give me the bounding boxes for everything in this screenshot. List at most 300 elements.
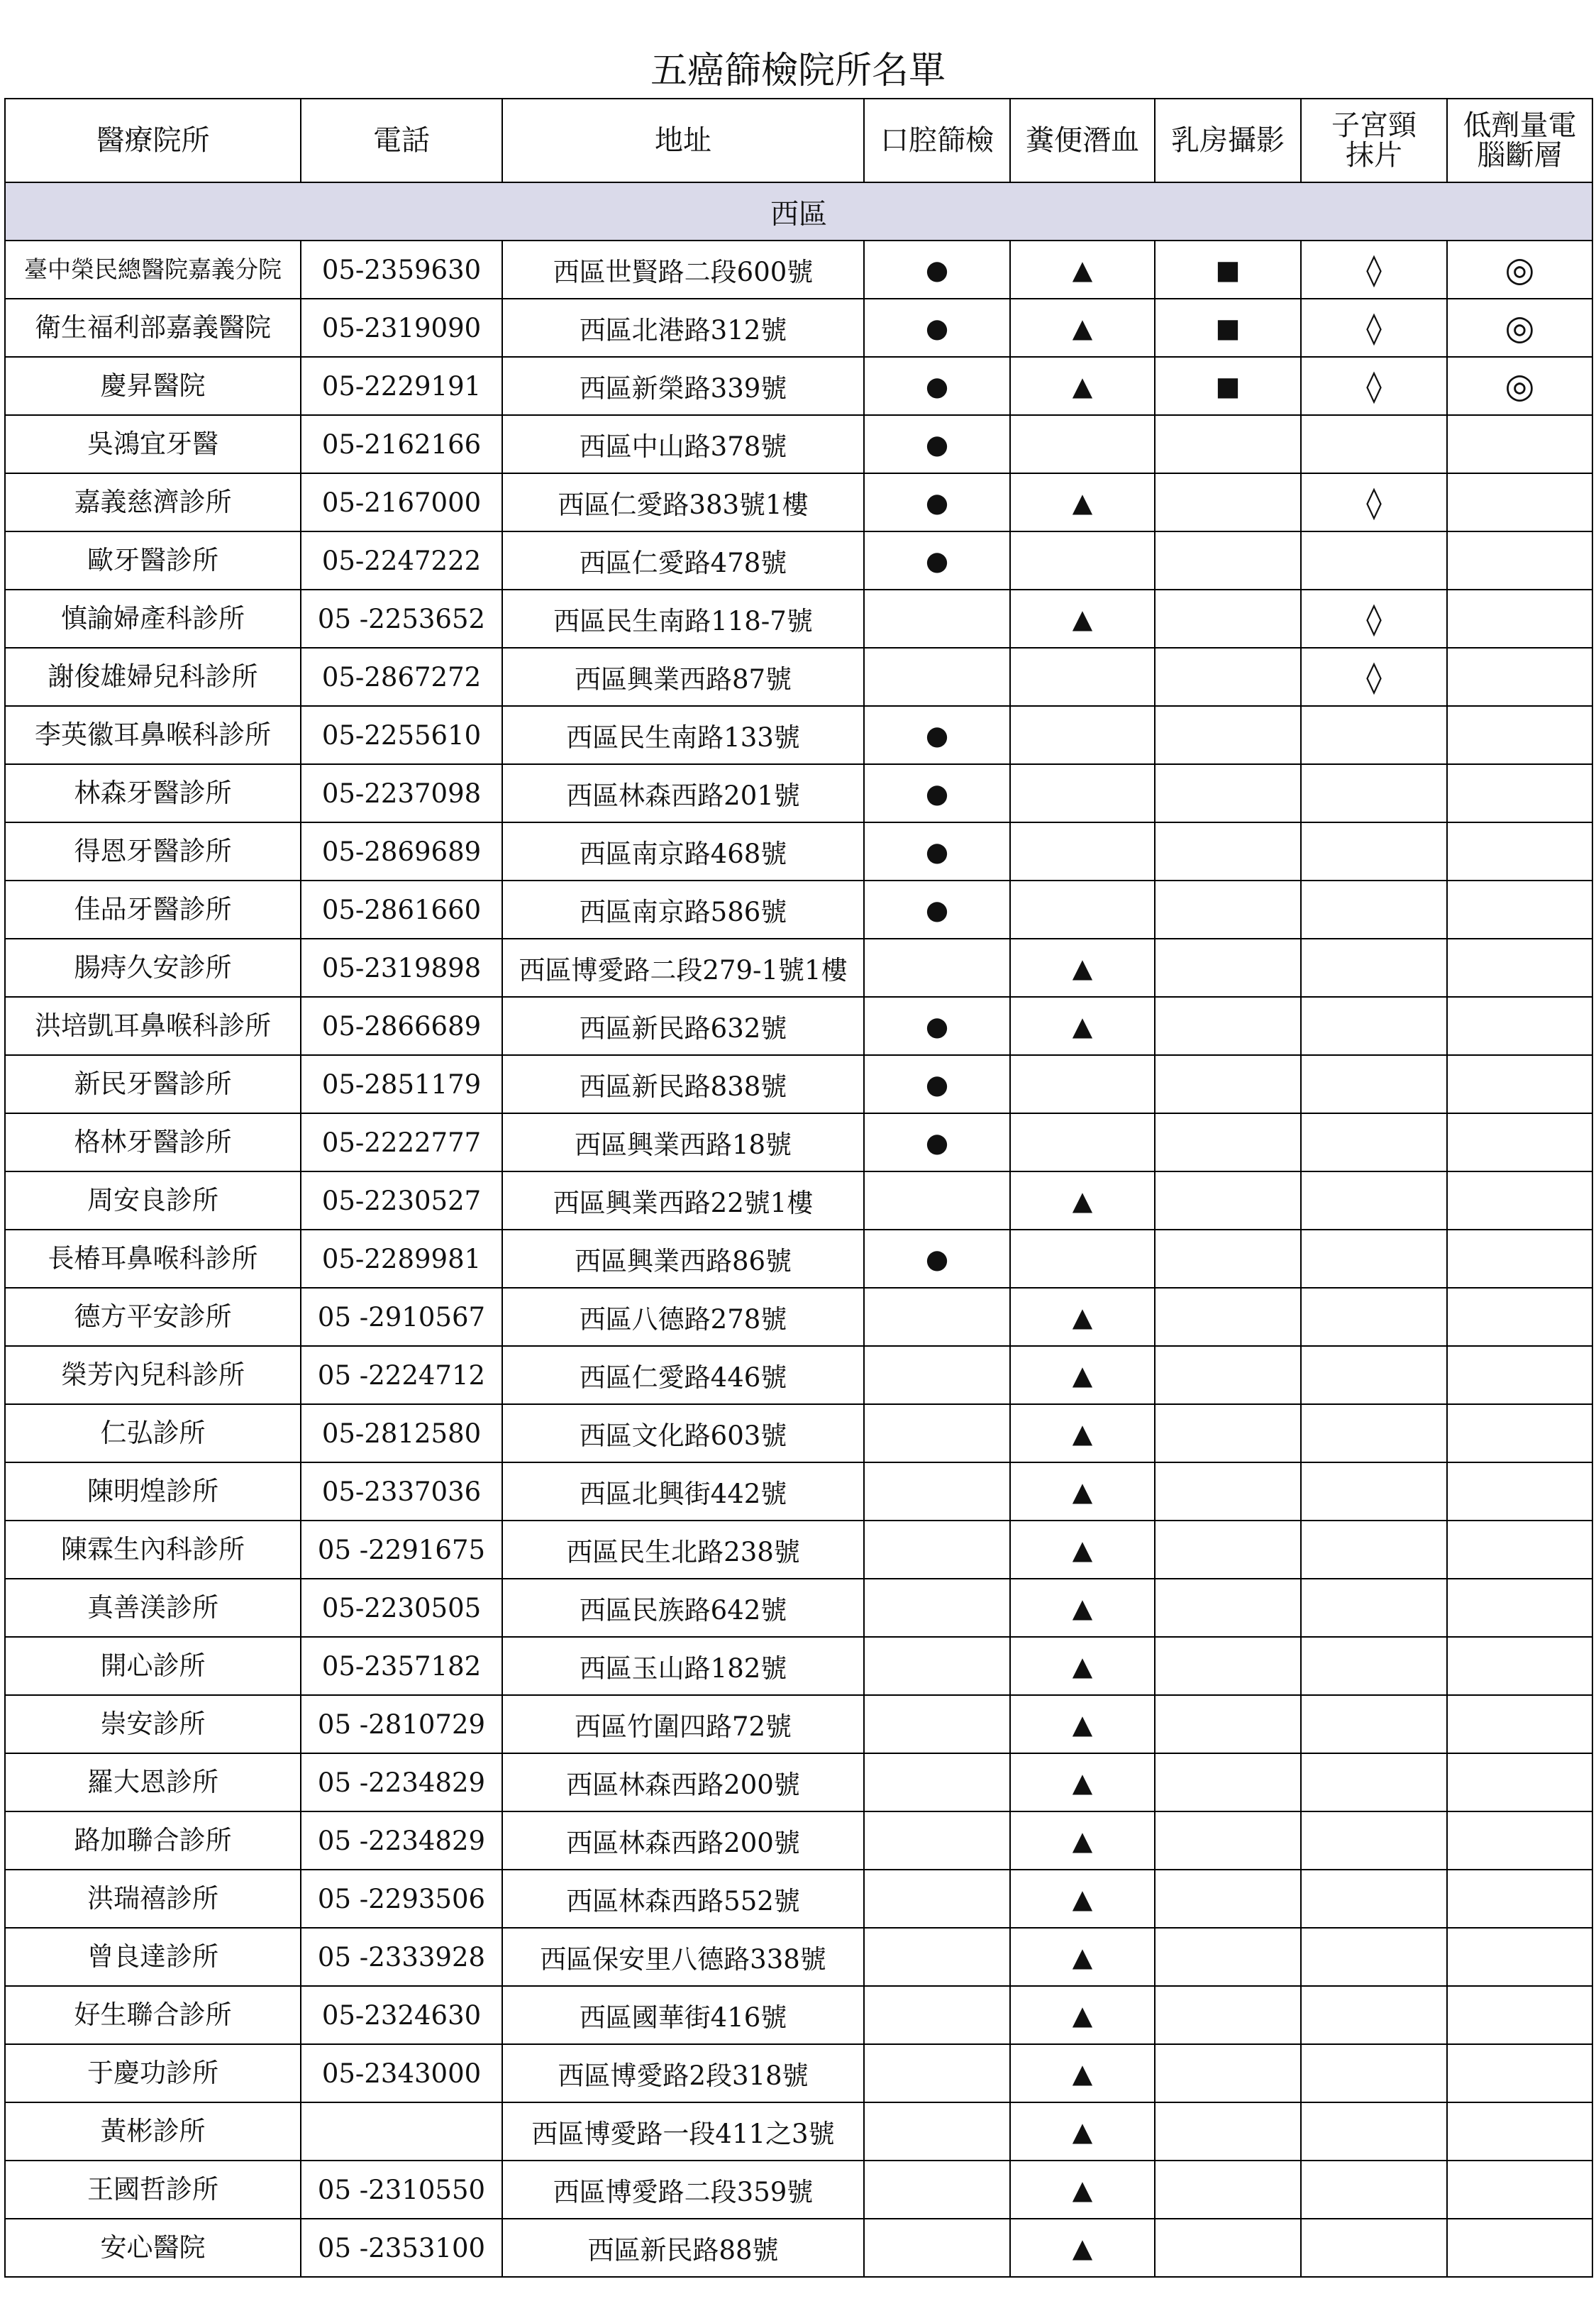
low-dose-ct-mark <box>1447 1171 1592 1230</box>
fecal-occult-blood-mark: ▲ <box>1010 1171 1155 1230</box>
table-row <box>5 764 1592 822</box>
address-cell: 西區林森西路201號 <box>502 764 864 822</box>
low-dose-ct-mark <box>1447 1113 1592 1171</box>
fecal-occult-blood-mark: ▲ <box>1010 1462 1155 1521</box>
phone-cell <box>301 2102 502 2161</box>
table-row <box>5 473 1592 531</box>
oral-screening-mark <box>864 1870 1010 1928</box>
address-cell: 西區新民路632號 <box>502 997 864 1055</box>
address-cell: 西區北興街442號 <box>502 1462 864 1521</box>
phone-cell: 05 -2333928 <box>301 1928 502 1986</box>
oral-screening-mark: ● <box>864 822 1010 881</box>
phone-cell: 05-2237098 <box>301 764 502 822</box>
oral-screening-mark: ● <box>864 299 1010 357</box>
cervical-smear-mark <box>1301 1753 1447 1811</box>
fecal-occult-blood-mark <box>1010 415 1155 473</box>
table-row <box>5 997 1592 1055</box>
address-cell: 西區興業西路18號 <box>502 1113 864 1171</box>
cervical-smear-mark: ◊ <box>1301 648 1447 706</box>
address-cell: 西區玉山路182號 <box>502 1637 864 1695</box>
phone-cell: 05 -2353100 <box>301 2219 502 2277</box>
fecal-occult-blood-mark <box>1010 764 1155 822</box>
col-header-cervical: 子宮頸 抹片 <box>1301 99 1447 182</box>
address-cell: 西區中山路378號 <box>502 415 864 473</box>
cervical-smear-mark <box>1301 1113 1447 1171</box>
mammography-mark <box>1155 764 1301 822</box>
address-cell: 西區南京路468號 <box>502 822 864 881</box>
table-row <box>5 531 1592 590</box>
table-row <box>5 939 1592 997</box>
mammography-mark <box>1155 1579 1301 1637</box>
low-dose-ct-mark <box>1447 1637 1592 1695</box>
table-row <box>5 1521 1592 1579</box>
low-dose-ct-mark: ◎ <box>1447 241 1592 299</box>
low-dose-ct-mark <box>1447 1462 1592 1521</box>
oral-screening-mark <box>864 1811 1010 1870</box>
address-cell: 西區新民路88號 <box>502 2219 864 2277</box>
oral-screening-mark: ● <box>864 415 1010 473</box>
clinic-name-cell: 曾良達診所 <box>5 1928 301 1986</box>
oral-screening-mark <box>864 1288 1010 1346</box>
low-dose-ct-mark <box>1447 1404 1592 1462</box>
cervical-smear-mark <box>1301 881 1447 939</box>
table-row <box>5 357 1592 415</box>
phone-cell: 05-2222777 <box>301 1113 502 1171</box>
fecal-occult-blood-mark <box>1010 1055 1155 1113</box>
phone-cell: 05-2319898 <box>301 939 502 997</box>
low-dose-ct-mark <box>1447 1521 1592 1579</box>
fecal-occult-blood-mark: ▲ <box>1010 1753 1155 1811</box>
address-cell: 西區博愛路2段318號 <box>502 2044 864 2102</box>
col-header-fecal: 糞便潛血 <box>1010 99 1155 182</box>
phone-cell: 05-2289981 <box>301 1230 502 1288</box>
phone-cell: 05-2869689 <box>301 822 502 881</box>
fecal-occult-blood-mark: ▲ <box>1010 1928 1155 1986</box>
mammography-mark <box>1155 1637 1301 1695</box>
mammography-mark <box>1155 2102 1301 2161</box>
mammography-mark <box>1155 1811 1301 1870</box>
cervical-smear-mark <box>1301 415 1447 473</box>
clinic-name-cell: 安心醫院 <box>5 2219 301 2277</box>
mammography-mark <box>1155 1695 1301 1753</box>
clinic-name-cell: 好生聯合診所 <box>5 1986 301 2044</box>
col-header-phone: 電話 <box>301 99 502 182</box>
oral-screening-mark: ● <box>864 764 1010 822</box>
mammography-mark <box>1155 1171 1301 1230</box>
fecal-occult-blood-mark: ▲ <box>1010 1986 1155 2044</box>
cervical-smear-mark <box>1301 1870 1447 1928</box>
address-cell: 西區八德路278號 <box>502 1288 864 1346</box>
col-header-clinic: 醫療院所 <box>5 99 301 182</box>
phone-cell: 05 -2234829 <box>301 1753 502 1811</box>
table-row <box>5 1113 1592 1171</box>
clinic-name-cell: 周安良診所 <box>5 1171 301 1230</box>
clinic-name-cell: 謝俊雄婦兒科診所 <box>5 648 301 706</box>
address-cell: 西區民生南路118-7號 <box>502 590 864 648</box>
cervical-smear-mark: ◊ <box>1301 241 1447 299</box>
address-cell: 西區林森西路200號 <box>502 1753 864 1811</box>
clinic-name-cell: 仁弘診所 <box>5 1404 301 1462</box>
low-dose-ct-mark <box>1447 2044 1592 2102</box>
fecal-occult-blood-mark: ▲ <box>1010 1404 1155 1462</box>
mammography-mark <box>1155 1113 1301 1171</box>
phone-cell: 05-2255610 <box>301 706 502 764</box>
table-row <box>5 881 1592 939</box>
phone-cell: 05-2230505 <box>301 1579 502 1637</box>
oral-screening-mark: ● <box>864 241 1010 299</box>
oral-screening-mark <box>864 939 1010 997</box>
clinic-name-cell: 新民牙醫診所 <box>5 1055 301 1113</box>
oral-screening-mark <box>864 1637 1010 1695</box>
cervical-smear-mark <box>1301 1986 1447 2044</box>
fecal-occult-blood-mark <box>1010 822 1155 881</box>
phone-cell: 05-2162166 <box>301 415 502 473</box>
phone-cell: 05-2319090 <box>301 299 502 357</box>
mammography-mark <box>1155 415 1301 473</box>
oral-screening-mark <box>864 2044 1010 2102</box>
col-header-ct: 低劑量電 腦斷層 <box>1447 99 1592 182</box>
clinic-name-cell: 洪瑞禧診所 <box>5 1870 301 1928</box>
table-row <box>5 241 1592 299</box>
table-row <box>5 1753 1592 1811</box>
low-dose-ct-mark <box>1447 1986 1592 2044</box>
fecal-occult-blood-mark: ▲ <box>1010 299 1155 357</box>
phone-cell: 05-2229191 <box>301 357 502 415</box>
clinic-name-cell: 王國哲診所 <box>5 2161 301 2219</box>
mammography-mark <box>1155 531 1301 590</box>
low-dose-ct-mark <box>1447 1928 1592 1986</box>
phone-cell: 05-2812580 <box>301 1404 502 1462</box>
mammography-mark <box>1155 2044 1301 2102</box>
cervical-smear-mark: ◊ <box>1301 357 1447 415</box>
fecal-occult-blood-mark <box>1010 531 1155 590</box>
clinic-name-cell: 陳霖生內科診所 <box>5 1521 301 1579</box>
phone-cell: 05-2861660 <box>301 881 502 939</box>
phone-cell: 05-2337036 <box>301 1462 502 1521</box>
address-cell: 西區仁愛路383號1樓 <box>502 473 864 531</box>
table-row <box>5 822 1592 881</box>
low-dose-ct-mark <box>1447 1811 1592 1870</box>
low-dose-ct-mark <box>1447 1346 1592 1404</box>
table-row <box>5 2219 1592 2277</box>
address-cell: 西區林森西路552號 <box>502 1870 864 1928</box>
col-header-breast: 乳房攝影 <box>1155 99 1301 182</box>
district-label: 西區 <box>5 182 1592 241</box>
fecal-occult-blood-mark: ▲ <box>1010 590 1155 648</box>
cervical-smear-mark <box>1301 2219 1447 2277</box>
phone-cell: 05-2324630 <box>301 1986 502 2044</box>
mammography-mark <box>1155 1404 1301 1462</box>
fecal-occult-blood-mark: ▲ <box>1010 1346 1155 1404</box>
clinic-name-cell: 慎諭婦產科診所 <box>5 590 301 648</box>
clinic-name-cell: 黃彬診所 <box>5 2102 301 2161</box>
mammography-mark <box>1155 1928 1301 1986</box>
cervical-smear-mark <box>1301 764 1447 822</box>
cervical-smear-mark <box>1301 1288 1447 1346</box>
oral-screening-mark <box>864 1521 1010 1579</box>
table-row <box>5 1637 1592 1695</box>
mammography-mark <box>1155 822 1301 881</box>
oral-screening-mark <box>864 2102 1010 2161</box>
mammography-mark: ■ <box>1155 357 1301 415</box>
table-row <box>5 2044 1592 2102</box>
table-row <box>5 299 1592 357</box>
oral-screening-mark: ● <box>864 357 1010 415</box>
cervical-smear-mark <box>1301 1579 1447 1637</box>
fecal-occult-blood-mark: ▲ <box>1010 1521 1155 1579</box>
cervical-smear-mark <box>1301 1171 1447 1230</box>
cervical-smear-mark <box>1301 1695 1447 1753</box>
fecal-occult-blood-mark: ▲ <box>1010 1579 1155 1637</box>
phone-cell: 05 -2224712 <box>301 1346 502 1404</box>
oral-screening-mark <box>864 2161 1010 2219</box>
address-cell: 西區民生南路133號 <box>502 706 864 764</box>
fecal-occult-blood-mark: ▲ <box>1010 1811 1155 1870</box>
mammography-mark <box>1155 1288 1301 1346</box>
low-dose-ct-mark <box>1447 473 1592 531</box>
address-cell: 西區興業西路87號 <box>502 648 864 706</box>
low-dose-ct-mark <box>1447 706 1592 764</box>
address-cell: 西區民生北路238號 <box>502 1521 864 1579</box>
address-cell: 西區博愛路二段279-1號1樓 <box>502 939 864 997</box>
mammography-mark <box>1155 939 1301 997</box>
clinic-name-cell: 格林牙醫診所 <box>5 1113 301 1171</box>
phone-cell: 05-2866689 <box>301 997 502 1055</box>
clinic-name-cell: 羅大恩診所 <box>5 1753 301 1811</box>
col-header-oral: 口腔篩檢 <box>864 99 1010 182</box>
clinic-name-cell: 長椿耳鼻喉科診所 <box>5 1230 301 1288</box>
address-cell: 西區興業西路86號 <box>502 1230 864 1288</box>
oral-screening-mark: ● <box>864 531 1010 590</box>
oral-screening-mark <box>864 648 1010 706</box>
table-row <box>5 1695 1592 1753</box>
address-cell: 西區竹圍四路72號 <box>502 1695 864 1753</box>
mammography-mark <box>1155 1230 1301 1288</box>
table-row <box>5 648 1592 706</box>
clinic-name-cell: 榮芳內兒科診所 <box>5 1346 301 1404</box>
low-dose-ct-mark <box>1447 997 1592 1055</box>
mammography-mark <box>1155 881 1301 939</box>
fecal-occult-blood-mark: ▲ <box>1010 1288 1155 1346</box>
address-cell: 西區新民路838號 <box>502 1055 864 1113</box>
cervical-smear-mark <box>1301 1055 1447 1113</box>
address-cell: 西區世賢路二段600號 <box>502 241 864 299</box>
oral-screening-mark <box>864 1462 1010 1521</box>
fecal-occult-blood-mark <box>1010 1230 1155 1288</box>
phone-cell: 05 -2910567 <box>301 1288 502 1346</box>
address-cell: 西區博愛路二段359號 <box>502 2161 864 2219</box>
oral-screening-mark <box>864 590 1010 648</box>
fecal-occult-blood-mark: ▲ <box>1010 2219 1155 2277</box>
fecal-occult-blood-mark: ▲ <box>1010 2102 1155 2161</box>
cervical-smear-mark <box>1301 1230 1447 1288</box>
cervical-smear-mark <box>1301 2102 1447 2161</box>
cervical-smear-mark <box>1301 1521 1447 1579</box>
clinic-name-cell: 嘉義慈濟診所 <box>5 473 301 531</box>
clinic-name-cell: 路加聯合診所 <box>5 1811 301 1870</box>
fecal-occult-blood-mark: ▲ <box>1010 939 1155 997</box>
fecal-occult-blood-mark: ▲ <box>1010 241 1155 299</box>
low-dose-ct-mark <box>1447 590 1592 648</box>
address-cell: 西區博愛路一段411之3號 <box>502 2102 864 2161</box>
cervical-smear-mark <box>1301 531 1447 590</box>
address-cell: 西區南京路586號 <box>502 881 864 939</box>
clinic-name-cell: 臺中榮民總醫院嘉義分院 <box>5 241 301 299</box>
table-row <box>5 1462 1592 1521</box>
mammography-mark: ■ <box>1155 299 1301 357</box>
phone-cell: 05 -2253652 <box>301 590 502 648</box>
table-row <box>5 590 1592 648</box>
cervical-smear-mark <box>1301 2161 1447 2219</box>
oral-screening-mark: ● <box>864 881 1010 939</box>
phone-cell: 05-2851179 <box>301 1055 502 1113</box>
clinic-name-cell: 陳明煌診所 <box>5 1462 301 1521</box>
fecal-occult-blood-mark: ▲ <box>1010 357 1155 415</box>
phone-cell: 05-2359630 <box>301 241 502 299</box>
district-row <box>5 182 1592 241</box>
phone-cell: 05 -2310550 <box>301 2161 502 2219</box>
oral-screening-mark <box>864 1346 1010 1404</box>
table-row <box>5 1579 1592 1637</box>
table-row <box>5 1870 1592 1928</box>
clinic-name-cell: 洪培凱耳鼻喉科診所 <box>5 997 301 1055</box>
phone-cell: 05 -2810729 <box>301 1695 502 1753</box>
address-cell: 西區北港路312號 <box>502 299 864 357</box>
mammography-mark <box>1155 1462 1301 1521</box>
oral-screening-mark: ● <box>864 706 1010 764</box>
phone-cell: 05-2343000 <box>301 2044 502 2102</box>
clinic-name-cell: 腸痔久安診所 <box>5 939 301 997</box>
table-row <box>5 1230 1592 1288</box>
low-dose-ct-mark <box>1447 1870 1592 1928</box>
mammography-mark <box>1155 1055 1301 1113</box>
clinic-name-cell: 歐牙醫診所 <box>5 531 301 590</box>
mammography-mark <box>1155 1986 1301 2044</box>
mammography-mark <box>1155 1870 1301 1928</box>
mammography-mark <box>1155 706 1301 764</box>
address-cell: 西區文化路603號 <box>502 1404 864 1462</box>
cervical-smear-mark <box>1301 1462 1447 1521</box>
cervical-smear-mark <box>1301 939 1447 997</box>
page-title: 五癌篩檢院所名單 <box>650 50 946 92</box>
low-dose-ct-mark <box>1447 1230 1592 1288</box>
table-row <box>5 1986 1592 2044</box>
phone-cell: 05-2230527 <box>301 1171 502 1230</box>
cervical-smear-mark: ◊ <box>1301 590 1447 648</box>
fecal-occult-blood-mark <box>1010 1113 1155 1171</box>
oral-screening-mark <box>864 1404 1010 1462</box>
oral-screening-mark <box>864 1928 1010 1986</box>
cervical-smear-mark <box>1301 1811 1447 1870</box>
low-dose-ct-mark <box>1447 2161 1592 2219</box>
mammography-mark <box>1155 590 1301 648</box>
oral-screening-mark: ● <box>864 1055 1010 1113</box>
mammography-mark <box>1155 648 1301 706</box>
fecal-occult-blood-mark: ▲ <box>1010 2161 1155 2219</box>
low-dose-ct-mark <box>1447 1579 1592 1637</box>
table-row <box>5 1811 1592 1870</box>
mammography-mark <box>1155 2161 1301 2219</box>
cervical-smear-mark <box>1301 1404 1447 1462</box>
oral-screening-mark: ● <box>864 997 1010 1055</box>
low-dose-ct-mark <box>1447 881 1592 939</box>
phone-cell: 05-2167000 <box>301 473 502 531</box>
fecal-occult-blood-mark: ▲ <box>1010 2044 1155 2102</box>
oral-screening-mark: ● <box>864 1113 1010 1171</box>
clinic-name-cell: 佳品牙醫診所 <box>5 881 301 939</box>
oral-screening-mark <box>864 1171 1010 1230</box>
screening-table <box>4 98 1593 2278</box>
fecal-occult-blood-mark: ▲ <box>1010 1870 1155 1928</box>
table-row <box>5 1346 1592 1404</box>
fecal-occult-blood-mark <box>1010 648 1155 706</box>
low-dose-ct-mark: ◎ <box>1447 299 1592 357</box>
cervical-smear-mark <box>1301 1346 1447 1404</box>
col-header-address: 地址 <box>502 99 864 182</box>
address-cell: 西區國華街416號 <box>502 1986 864 2044</box>
low-dose-ct-mark: ◎ <box>1447 357 1592 415</box>
phone-cell: 05 -2291675 <box>301 1521 502 1579</box>
phone-cell: 05 -2234829 <box>301 1811 502 1870</box>
low-dose-ct-mark <box>1447 2102 1592 2161</box>
clinic-name-cell: 崇安診所 <box>5 1695 301 1753</box>
phone-cell: 05-2247222 <box>301 531 502 590</box>
clinic-name-cell: 得恩牙醫診所 <box>5 822 301 881</box>
mammography-mark <box>1155 473 1301 531</box>
oral-screening-mark <box>864 1753 1010 1811</box>
cervical-smear-mark <box>1301 997 1447 1055</box>
clinic-name-cell: 慶昇醫院 <box>5 357 301 415</box>
fecal-occult-blood-mark: ▲ <box>1010 473 1155 531</box>
clinic-name-cell: 真善渼診所 <box>5 1579 301 1637</box>
clinic-name-cell: 李英徽耳鼻喉科診所 <box>5 706 301 764</box>
clinic-name-cell: 林森牙醫診所 <box>5 764 301 822</box>
cervical-smear-mark: ◊ <box>1301 473 1447 531</box>
oral-screening-mark: ● <box>864 1230 1010 1288</box>
table-row <box>5 1928 1592 1986</box>
cervical-smear-mark <box>1301 706 1447 764</box>
low-dose-ct-mark <box>1447 2219 1592 2277</box>
oral-screening-mark <box>864 2219 1010 2277</box>
mammography-mark <box>1155 1753 1301 1811</box>
cervical-smear-mark <box>1301 2044 1447 2102</box>
table-row <box>5 1171 1592 1230</box>
low-dose-ct-mark <box>1447 648 1592 706</box>
low-dose-ct-mark <box>1447 939 1592 997</box>
address-cell: 西區新榮路339號 <box>502 357 864 415</box>
clinic-name-cell: 德方平安診所 <box>5 1288 301 1346</box>
fecal-occult-blood-mark: ▲ <box>1010 1637 1155 1695</box>
oral-screening-mark <box>864 1986 1010 2044</box>
oral-screening-mark <box>864 1579 1010 1637</box>
table-row <box>5 1288 1592 1346</box>
address-cell: 西區民族路642號 <box>502 1579 864 1637</box>
clinic-name-cell: 吳鴻宜牙醫 <box>5 415 301 473</box>
table-row <box>5 1404 1592 1462</box>
address-cell: 西區林森西路200號 <box>502 1811 864 1870</box>
mammography-mark <box>1155 1346 1301 1404</box>
table-row <box>5 2102 1592 2161</box>
address-cell: 西區興業西路22號1樓 <box>502 1171 864 1230</box>
address-cell: 西區仁愛路478號 <box>502 531 864 590</box>
phone-cell: 05 -2293506 <box>301 1870 502 1928</box>
mammography-mark <box>1155 997 1301 1055</box>
cervical-smear-mark <box>1301 822 1447 881</box>
header-row <box>5 99 1592 182</box>
low-dose-ct-mark <box>1447 531 1592 590</box>
phone-cell: 05-2357182 <box>301 1637 502 1695</box>
fecal-occult-blood-mark: ▲ <box>1010 997 1155 1055</box>
